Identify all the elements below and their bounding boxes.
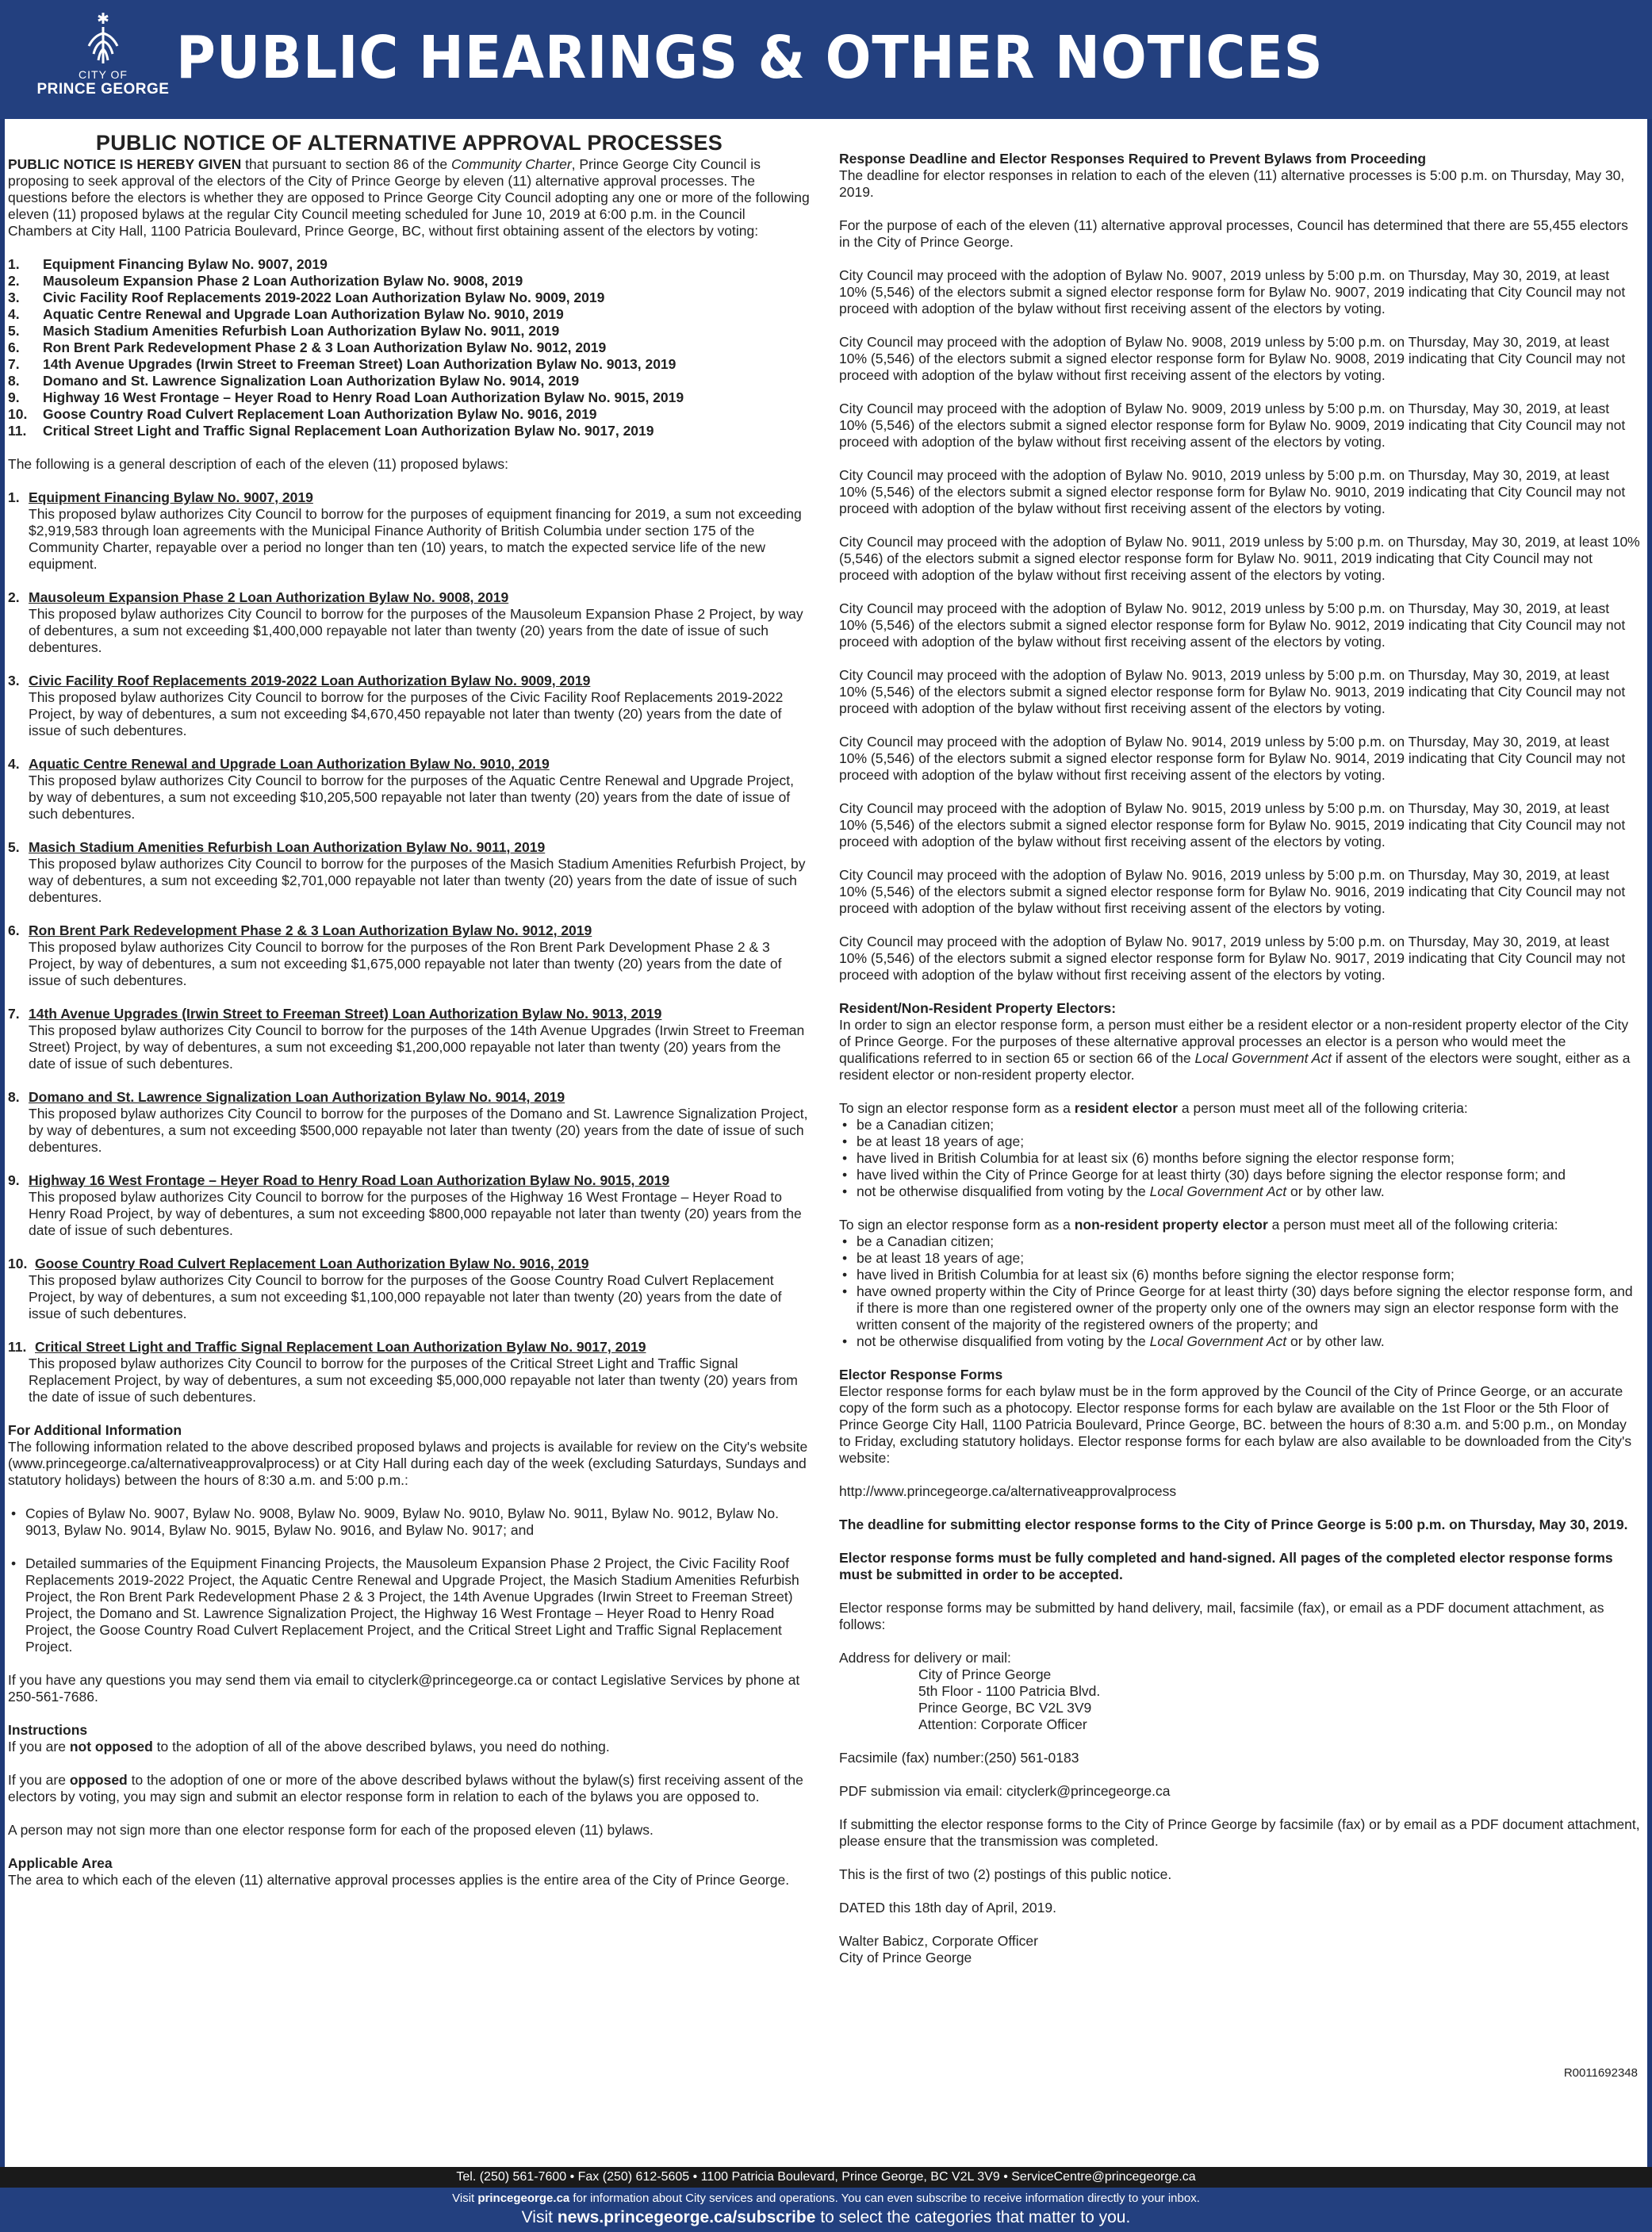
list-item: • be at least 18 years of age;	[839, 1250, 1640, 1267]
footer-subscribe-line	[0, 2207, 1652, 2228]
list-item	[839, 1183, 1640, 1200]
bylaw-description	[8, 1256, 811, 1322]
applicable-area-text: The area to which each of the eleven (11) alternative approval processes applies is the entire area of the City of Prince George.	[8, 1872, 790, 1888]
reference-code: R0011692348	[1563, 2066, 1638, 2080]
desc-body: This proposed bylaw authorizes City Council to borrow for the purposes of the Ron Brent Park Development Phase 2 & 3 Project, by way of debentures, a sum not exceeding $1,675,000 repayable not later than twenty (20) years from the date of issue of such debentures.	[29, 939, 782, 988]
logo-prince-george: PRINCE GEORGE	[36, 81, 170, 98]
instruction-not-opposed	[8, 1739, 811, 1755]
additional-info-list	[8, 1505, 811, 1655]
desc-title: Domano and St. Lawrence Signalization Loan Authorization Bylaw No. 9014, 2019	[29, 1089, 565, 1105]
intro-text-a: that pursuant to section 86 of the	[241, 156, 451, 172]
desc-num: 3.	[8, 673, 20, 688]
list-item	[839, 1333, 1640, 1350]
proceed-paragraph: City Council may proceed with the adoption of Bylaw No. 9011, 2019 unless by 5:00 p.m. on Thursday, May 30, 2019, at least 10% (5,546) of the electors submit a signed elector response form for Bylaw No. 9011, 2019 indicating that City Council may not proceed with adoption of the bylaw without first receiving assent of the electors by voting.	[839, 534, 1640, 583]
footer-subscribe-link[interactable]: news.princegeorge.ca/subscribe	[557, 2208, 816, 2226]
bylaw-description	[8, 489, 811, 573]
proceed-paragraph: City Council may proceed with the adoption of Bylaw No. 9007, 2019 unless by 5:00 p.m. on Thursday, May 30, 2019, at least 10% (5,546) of the electors submit a signed elector response form for Bylaw No. 9007, 2019 indicating that City Council may not proceed with adoption of the bylaw without first receiving assent of the electors by voting.	[839, 267, 1626, 316]
desc-title: Highway 16 West Frontage – Heyer Road to Henry Road Loan Authorization Bylaw No. 9015, 2019	[29, 1172, 670, 1188]
footer-text: Visit	[521, 2208, 558, 2226]
bylaw-description	[8, 673, 811, 739]
bylaw-title: 14th Avenue Upgrades (Irwin Street to Freeman Street) Loan Authorization Bylaw No. 9013, 2019	[43, 356, 677, 372]
questions-text: If you have any questions you may send them via email to cityclerk@princegeorge.ca or contact Legislative Services by phone at 250-561-7686.	[8, 1672, 800, 1705]
bylaw-title: Masich Stadium Amenities Refurbish Loan Authorization Bylaw No. 9011, 2019	[43, 323, 560, 339]
city-logo	[32, 11, 174, 114]
left-column	[8, 132, 811, 1905]
address-line: Attention: Corporate Officer	[918, 1716, 1087, 1732]
desc-body: This proposed bylaw authorizes City Council to borrow for the purposes of the Goose Country Road Culvert Replacement Project, by way of debentures, a sum not exceeding $1,100,000 repayable not later than twenty (20) years from the date of issue of such debentures.	[29, 1272, 782, 1321]
bylaw-num: 6.	[8, 339, 20, 355]
instr-text: If you are	[8, 1772, 70, 1788]
desc-num: 2.	[8, 589, 20, 605]
website-link[interactable]: http://www.princegeorge.ca/alternativeapprovalprocess	[839, 1483, 1177, 1499]
submission-methods: Elector response forms may be submitted by hand delivery, mail, facsimile (fax), or email as a PDF document attachment, as follows:	[839, 1600, 1604, 1632]
bylaw-num: 7.	[8, 356, 20, 372]
bylaw-num: 5.	[8, 323, 20, 339]
desc-title: Equipment Financing Bylaw No. 9007, 2019	[29, 489, 313, 505]
desc-title: Aquatic Centre Renewal and Upgrade Loan Authorization Bylaw No. 9010, 2019	[29, 756, 550, 772]
proceed-paragraph: City Council may proceed with the adoption of Bylaw No. 9016, 2019 unless by 5:00 p.m. on Thursday, May 30, 2019, at least 10% (5,546) of the electors submit a signed elector response form for Bylaw No. 9016, 2019 indicating that City Council may not proceed with adoption of the bylaw without first receiving assent of the electors by voting.	[839, 867, 1626, 916]
desc-title: Critical Street Light and Traffic Signal Replacement Loan Authorization Bylaw No. 9017, 2019	[35, 1339, 646, 1355]
act-name: Local Government Act	[1194, 1050, 1332, 1066]
footer-contact-bar: Tel. (250) 561-7600 • Fax (250) 612-5605 • 1100 Patricia Boulevard, Prince George, BC V2L 3V9 • ServiceCentre@princegeorge.ca	[0, 2167, 1652, 2188]
bylaw-description	[8, 589, 811, 656]
desc-num: 10.	[8, 1256, 28, 1271]
additional-info-text: The following information related to the above described proposed bylaws and projects is available for review on the City's website (www.princegeorge.ca/alternativeapprovalprocess) or at City Hall during each day of the week (excluding Saturdays, Sundays and statutory holidays) between the hours of 8:30 a.m. and 5:00 p.m.:	[8, 1439, 808, 1488]
instruction-opposed	[8, 1772, 811, 1805]
desc-num: 7.	[8, 1006, 20, 1022]
general-description-intro: The following is a general description of each of the eleven (11) proposed bylaws:	[8, 456, 509, 472]
desc-title: 14th Avenue Upgrades (Irwin Street to Freeman Street) Loan Authorization Bylaw No. 9013, 2019	[29, 1006, 662, 1022]
proceed-paragraph: City Council may proceed with the adoption of Bylaw No. 9010, 2019 unless by 5:00 p.m. on Thursday, May 30, 2019, at least 10% (5,546) of the electors submit a signed elector response form for Bylaw No. 9010, 2019 indicating that City Council may not proceed with adoption of the bylaw without first receiving assent of the electors by voting.	[839, 467, 1626, 516]
proceed-paragraph: City Council may proceed with the adoption of Bylaw No. 9009, 2019 unless by 5:00 p.m. on Thursday, May 30, 2019, at least 10% (5,546) of the electors submit a signed elector response form for Bylaw No. 9009, 2019 indicating that City Council may not proceed with adoption of the bylaw without first receiving assent of the electors by voting.	[839, 401, 1626, 450]
applicable-area-heading: Applicable Area	[8, 1855, 113, 1871]
criteria-text: or by other law.	[1286, 1183, 1385, 1199]
right-column	[839, 132, 1640, 1966]
address-line: City of Prince George	[918, 1666, 1052, 1682]
signer-name: Walter Babicz, Corporate Officer	[839, 1933, 1038, 1949]
bylaw-item	[8, 290, 811, 306]
desc-num: 11.	[8, 1339, 27, 1355]
list-item: • have owned property within the City of Prince George for at least thirty (30) days before signing the elector response form, and if there is more than one registered owner of the property only one of the owners may sign an elector response form with the written consent of the majority of the registered owners of the property; and	[839, 1283, 1640, 1333]
snowflake-tree-icon	[79, 11, 127, 67]
address-label: Address for delivery or mail:	[839, 1650, 1011, 1666]
bylaw-item	[8, 339, 811, 356]
footer-text: for information about City services and operations. You can even subscribe to receive information directly to your inbox.	[569, 2192, 1200, 2205]
bylaw-num: 10.	[8, 406, 28, 422]
transmission-note: If submitting the elector response forms to the City of Prince George by facsimile (fax) or by email as a PDF document attachment, please ensure that the transmission was completed.	[839, 1816, 1640, 1849]
criteria-text: To sign an elector response form as a	[839, 1217, 1075, 1233]
instr-text: If you are	[8, 1739, 70, 1755]
bylaw-item	[8, 406, 811, 423]
bylaw-description	[8, 1006, 811, 1072]
posting-note: This is the first of two (2) postings of this public notice.	[839, 1866, 1172, 1882]
desc-body: This proposed bylaw authorizes City Council to borrow for the purposes of the Masich Stadium Amenities Refurbish Project, by way of debentures, a sum not exceeding $2,701,000 repayable not later than twenty (20) years from the date of issue of such debentures.	[29, 856, 806, 905]
bylaw-title: Civic Facility Roof Replacements 2019-2022 Loan Authorization Bylaw No. 9009, 2019	[43, 290, 605, 305]
criteria-text: a person must meet all of the following criteria:	[1267, 1217, 1558, 1233]
desc-body: This proposed bylaw authorizes City Council to borrow for the purposes of the Critical Street Light and Traffic Signal Replacement Project, by way of debentures, a sum not exceeding $5,000,000 repayable not later than twenty (20) years from the date of issue of such debentures.	[29, 1356, 798, 1405]
proceed-paragraph: City Council may proceed with the adoption of Bylaw No. 9013, 2019 unless by 5:00 p.m. on Thursday, May 30, 2019, at least 10% (5,546) of the electors submit a signed elector response form for Bylaw No. 9013, 2019 indicating that City Council may not proceed with adoption of the bylaw without first receiving assent of the electors by voting.	[839, 667, 1626, 716]
desc-title: Mausoleum Expansion Phase 2 Loan Authorization Bylaw No. 9008, 2019	[29, 589, 509, 605]
criteria-text: To sign an elector response form as a	[839, 1100, 1075, 1116]
proceed-paragraph: City Council may proceed with the adoption of Bylaw No. 9008, 2019 unless by 5:00 p.m. on Thursday, May 30, 2019, at least 10% (5,546) of the electors submit a signed elector response form for Bylaw No. 9008, 2019 indicating that City Council may not proceed with adoption of the bylaw without first receiving assent of the electors by voting.	[839, 334, 1626, 383]
bylaw-title: Aquatic Centre Renewal and Upgrade Loan Authorization Bylaw No. 9010, 2019	[43, 306, 564, 322]
additional-info-heading: For Additional Information	[8, 1422, 182, 1438]
desc-body: This proposed bylaw authorizes City Council to borrow for the purposes of the 14th Avenue Upgrades (Irwin Street to Freeman Street) Project, by way of debentures, a sum not exceeding $1,200,000 repayable not later than twenty (20) years from the date of issue of such debentures.	[29, 1022, 805, 1072]
instr-emphasis: not opposed	[69, 1739, 153, 1755]
desc-body: This proposed bylaw authorizes City Council to borrow for the purposes of the Aquatic Centre Renewal and Upgrade Project, by way of debentures, a sum not exceeding $10,205,500 repayable not later than twenty (20) years from the date of issue of such debentures.	[29, 773, 794, 822]
bylaw-num: 2.	[8, 273, 20, 289]
bylaw-item	[8, 306, 811, 323]
pdf-email: PDF submission via email: cityclerk@princegeorge.ca	[839, 1783, 1171, 1799]
header-banner	[0, 0, 1652, 119]
bylaw-title: Critical Street Light and Traffic Signal Replacement Loan Authorization Bylaw No. 9017, 2019	[43, 423, 654, 439]
footer-info-line	[0, 2188, 1652, 2207]
criteria-text: or by other law.	[1286, 1333, 1385, 1349]
desc-num: 5.	[8, 839, 20, 855]
resident-criteria-intro	[839, 1100, 1640, 1117]
resident-criteria-list	[839, 1117, 1640, 1200]
signer-organization: City of Prince George	[839, 1950, 972, 1965]
bylaw-title: Domano and St. Lawrence Signalization Loan Authorization Bylaw No. 9014, 2019	[43, 373, 580, 389]
address-line: Prince George, BC V2L 3V9	[918, 1700, 1092, 1716]
dated-line: DATED this 18th day of April, 2019.	[839, 1900, 1056, 1916]
bylaw-title: Equipment Financing Bylaw No. 9007, 2019	[43, 256, 328, 272]
criteria-text: not be otherwise disqualified from voting by the	[857, 1183, 1150, 1199]
desc-title: Goose Country Road Culvert Replacement Loan Authorization Bylaw No. 9016, 2019	[35, 1256, 589, 1271]
list-item: • have lived within the City of Prince George for at least thirty (30) days before signing the elector response form; and	[839, 1167, 1640, 1183]
footer-text: to select the categories that matter to you.	[815, 2208, 1131, 2226]
list-item: • be a Canadian citizen;	[839, 1117, 1640, 1133]
footer-site-link[interactable]: princegeorge.ca	[477, 2192, 570, 2205]
intro-text-b: , Prince George City Council is proposing to seek approval of the electors of the City of Prince George by eleven (11) alternative approval processes. The questions before the electors is whether they are opposed to Prince George City Council adopting any one or more of the following eleven (11) proposed bylaws at the regular City Council meeting scheduled for June 10, 2019 at 6:00 p.m. in the Council Chambers at City Hall, 1100 Patricia Boulevard, Prince George, BC, without first obtaining assent of the electors by voting:	[8, 156, 810, 239]
criteria-emphasis: resident elector	[1074, 1100, 1179, 1116]
nonresident-criteria-intro	[839, 1217, 1640, 1233]
bylaw-title: Mausoleum Expansion Phase 2 Loan Authorization Bylaw No. 9008, 2019	[43, 273, 523, 289]
footer-subscribe-bar	[0, 2188, 1652, 2232]
criteria-emphasis: non-resident property elector	[1074, 1217, 1268, 1233]
deadline-text: The deadline for elector responses in relation to each of the eleven (11) alternative processes is 5:00 p.m. on Thursday, May 30, 2019.	[839, 167, 1625, 200]
desc-body: This proposed bylaw authorizes City Council to borrow for the purposes of the Highway 16 West Frontage – Heyer Road to Henry Road Project, by way of debentures, a sum not exceeding $800,000 repayable not later than twenty (20) years from the date of issue of such debentures.	[29, 1189, 802, 1238]
desc-body: This proposed bylaw authorizes City Council to borrow for the purposes of the Civic Facility Roof Replacements 2019-2022 Project, by way of debentures, a sum not exceeding $4,670,450 repayable not later than twenty (20) years from the date of issue of such debentures.	[29, 689, 784, 738]
bylaw-num: 11.	[8, 423, 27, 439]
criteria-text: not be otherwise disqualified from voting by the	[857, 1333, 1150, 1349]
intro-charter: Community Charter	[450, 156, 572, 172]
bylaw-num: 9.	[8, 389, 20, 405]
bylaw-description	[8, 922, 811, 989]
desc-body: This proposed bylaw authorizes City Council to borrow for the purposes of equipment financing for 2019, a sum not exceeding $2,919,583 through loan agreements with the Municipal Finance Authority of British Columbia under section 175 of the Community Charter, repayable over a period no longer than ten (10) years, to match the expected service life of the new equipment.	[29, 506, 802, 572]
desc-num: 4.	[8, 756, 20, 772]
resident-heading: Resident/Non-Resident Property Electors:	[839, 1000, 1117, 1016]
bylaw-description	[8, 1172, 811, 1239]
list-item: • Copies of Bylaw No. 9007, Bylaw No. 9008, Bylaw No. 9009, Bylaw No. 9010, Bylaw No. 9011, Bylaw No. 9012, Bylaw No. 9013, Bylaw No. 9014, Bylaw No. 9015, Bylaw No. 9016, and Bylaw No. 9017; and	[8, 1505, 811, 1539]
bylaw-title: Ron Brent Park Redevelopment Phase 2 & 3 Loan Authorization Bylaw No. 9012, 2019	[43, 339, 607, 355]
act-name: Local Government Act	[1149, 1333, 1287, 1349]
electors-count-text: For the purpose of each of the eleven (11) alternative approval processes, Council has determined that there are 55,455 electors in the City of Prince George.	[839, 217, 1628, 250]
banner-title: PUBLIC HEARINGS & OTHER NOTICES	[176, 24, 1324, 92]
desc-num: 1.	[8, 489, 20, 505]
bylaw-item	[8, 373, 811, 389]
address-line: 5th Floor - 1100 Patricia Blvd.	[918, 1683, 1101, 1699]
bylaw-title: Goose Country Road Culvert Replacement Loan Authorization Bylaw No. 9016, 2019	[43, 406, 597, 422]
resident-text-b: if assent of the electors were sought, either as a resident elector or non-resident property elector.	[839, 1050, 1631, 1083]
bylaw-description	[8, 839, 811, 906]
bylaw-item	[8, 356, 811, 373]
instructions-heading: Instructions	[8, 1722, 88, 1738]
bylaw-item	[8, 273, 811, 290]
forms-heading: Elector Response Forms	[839, 1367, 1003, 1383]
resident-text	[839, 1017, 1640, 1083]
desc-title: Masich Stadium Amenities Refurbish Loan Authorization Bylaw No. 9011, 2019	[29, 839, 546, 855]
resident-text-a: In order to sign an elector response form, a person must either be a resident elector or a non-resident property elector of the City of Prince George. For the purposes of these alternative approval processes an elector is a person who would meet the qualifications referred to in section 65 or section 66 of the	[839, 1017, 1629, 1066]
bylaw-item	[8, 256, 811, 273]
instr-emphasis: opposed	[69, 1772, 128, 1788]
desc-body: This proposed bylaw authorizes City Council to borrow for the purposes of the Mausoleum Expansion Phase 2 Project, by way of debentures, a sum not exceeding $1,400,000 repayable not later than twenty (20) years from the date of issue of such debentures.	[29, 606, 803, 655]
proceed-paragraph: City Council may proceed with the adoption of Bylaw No. 9015, 2019 unless by 5:00 p.m. on Thursday, May 30, 2019, at least 10% (5,546) of the electors submit a signed elector response form for Bylaw No. 9015, 2019 indicating that City Council may not proceed with adoption of the bylaw without first receiving assent of the electors by voting.	[839, 800, 1626, 849]
intro-paragraph	[8, 156, 811, 240]
mailing-address	[839, 1666, 1640, 1733]
fax-number: Facsimile (fax) number:(250) 561-0183	[839, 1750, 1079, 1766]
desc-body: This proposed bylaw authorizes City Council to borrow for the purposes of the Domano and St. Lawrence Signalization Project, by way of debentures, a sum not exceeding $500,000 repayable not later than twenty (20) years from the date of issue of such debentures.	[29, 1106, 808, 1155]
bylaw-list	[8, 256, 811, 439]
bylaw-description	[8, 1089, 811, 1156]
bylaw-num: 3.	[8, 290, 20, 305]
criteria-text: a person must meet all of the following criteria:	[1178, 1100, 1468, 1116]
bylaw-num: 8.	[8, 373, 20, 389]
bylaw-title: Highway 16 West Frontage – Heyer Road to Henry Road Loan Authorization Bylaw No. 9015, 2019	[43, 389, 684, 405]
list-item: • Detailed summaries of the Equipment Financing Projects, the Mausoleum Expansion Phase 2 Project, the Civic Facility Roof Replacements 2019-2022 Project, the Aquatic Centre Renewal and Upgrade Project, the Masich Stadium Amenities Refurbish Project, the Ron Brent Park Redevelopment Phase 2 & 3 Project, the 14th Avenue Upgrades (Irwin Street to Freeman Street) Project, the Domano and St. Lawrence Signalization Project, the Highway 16 West Frontage – Heyer Road to Henry Road Project, the Goose Country Road Culvert Replacement Project, and the Critical Street Light and Traffic Signal Replacement Project.	[8, 1555, 811, 1655]
desc-title: Civic Facility Roof Replacements 2019-2022 Loan Authorization Bylaw No. 9009, 2019	[29, 673, 591, 688]
bylaw-description	[8, 756, 811, 823]
intro-lead: PUBLIC NOTICE IS HEREBY GIVEN	[8, 156, 242, 172]
completion-requirement: Elector response forms must be fully completed and hand-signed. All pages of the completed elector response forms must be submitted in order to be accepted.	[839, 1550, 1613, 1582]
desc-num: 6.	[8, 922, 20, 938]
desc-num: 9.	[8, 1172, 20, 1188]
bylaw-description	[8, 1339, 811, 1406]
desc-num: 8.	[8, 1089, 20, 1105]
bylaw-item	[8, 389, 811, 406]
instruction-limit: A person may not sign more than one elector response form for each of the proposed eleven (11) bylaws.	[8, 1822, 654, 1838]
forms-text: Elector response forms for each bylaw must be in the form approved by the Council of the City of Prince George, or an accurate copy of the form such as a photocopy. Elector response forms for each bylaw are available on the 1st Floor or the 5th Floor of Prince George City Hall, 1100 Patricia Boulevard, Prince George, BC. between the hours of 8:30 a.m. and 5:00 p.m., on Monday to Friday, excluding statutory holidays. Elector response forms for each bylaw are also available to be downloaded from the City's website:	[839, 1383, 1632, 1466]
act-name: Local Government Act	[1149, 1183, 1287, 1199]
footer-text: Visit	[452, 2192, 478, 2205]
bylaw-num: 4.	[8, 306, 20, 322]
list-item: • be a Canadian citizen;	[839, 1233, 1640, 1250]
bylaw-item	[8, 423, 811, 439]
bylaw-num: 1.	[8, 256, 20, 272]
desc-title: Ron Brent Park Redevelopment Phase 2 & 3 Loan Authorization Bylaw No. 9012, 2019	[29, 922, 592, 938]
proceed-paragraph: City Council may proceed with the adoption of Bylaw No. 9012, 2019 unless by 5:00 p.m. on Thursday, May 30, 2019, at least 10% (5,546) of the electors submit a signed elector response form for Bylaw No. 9012, 2019 indicating that City Council may not proceed with adoption of the bylaw without first receiving assent of the electors by voting.	[839, 600, 1626, 650]
proceed-paragraph: City Council may proceed with the adoption of Bylaw No. 9017, 2019 unless by 5:00 p.m. on Thursday, May 30, 2019, at least 10% (5,546) of the electors submit a signed elector response form for Bylaw No. 9017, 2019 indicating that City Council may not proceed with adoption of the bylaw without first receiving assent of the electors by voting.	[839, 934, 1626, 983]
bylaw-item	[8, 323, 811, 339]
logo-city-of: CITY OF	[79, 68, 128, 81]
nonresident-criteria-list	[839, 1233, 1640, 1350]
notice-title: PUBLIC NOTICE OF ALTERNATIVE APPROVAL PROCESSES	[95, 131, 723, 155]
instr-text: to the adoption of one or more of the above described bylaws without the bylaw(s) first receiving assent of the electors by voting, you may sign and submit an elector response form in relation to each of the bylaws you are opposed to.	[8, 1772, 803, 1804]
deadline-heading: Response Deadline and Elector Responses Required to Prevent Bylaws from Proceeding	[839, 151, 1427, 167]
list-item: • be at least 18 years of age;	[839, 1133, 1640, 1150]
list-item: • have lived in British Columbia for at least six (6) months before signing the elector response form;	[839, 1150, 1640, 1167]
list-item: • have lived in British Columbia for at least six (6) months before signing the elector response form;	[839, 1267, 1640, 1283]
submission-deadline: The deadline for submitting elector response forms to the City of Prince George is 5:00 p.m. on Thursday, May 30, 2019.	[839, 1517, 1628, 1532]
instr-text: to the adoption of all of the above described bylaws, you need do nothing.	[152, 1739, 610, 1755]
proceed-paragraph: City Council may proceed with the adoption of Bylaw No. 9014, 2019 unless by 5:00 p.m. on Thursday, May 30, 2019, at least 10% (5,546) of the electors submit a signed elector response form for Bylaw No. 9014, 2019 indicating that City Council may not proceed with adoption of the bylaw without first receiving assent of the electors by voting.	[839, 734, 1626, 783]
